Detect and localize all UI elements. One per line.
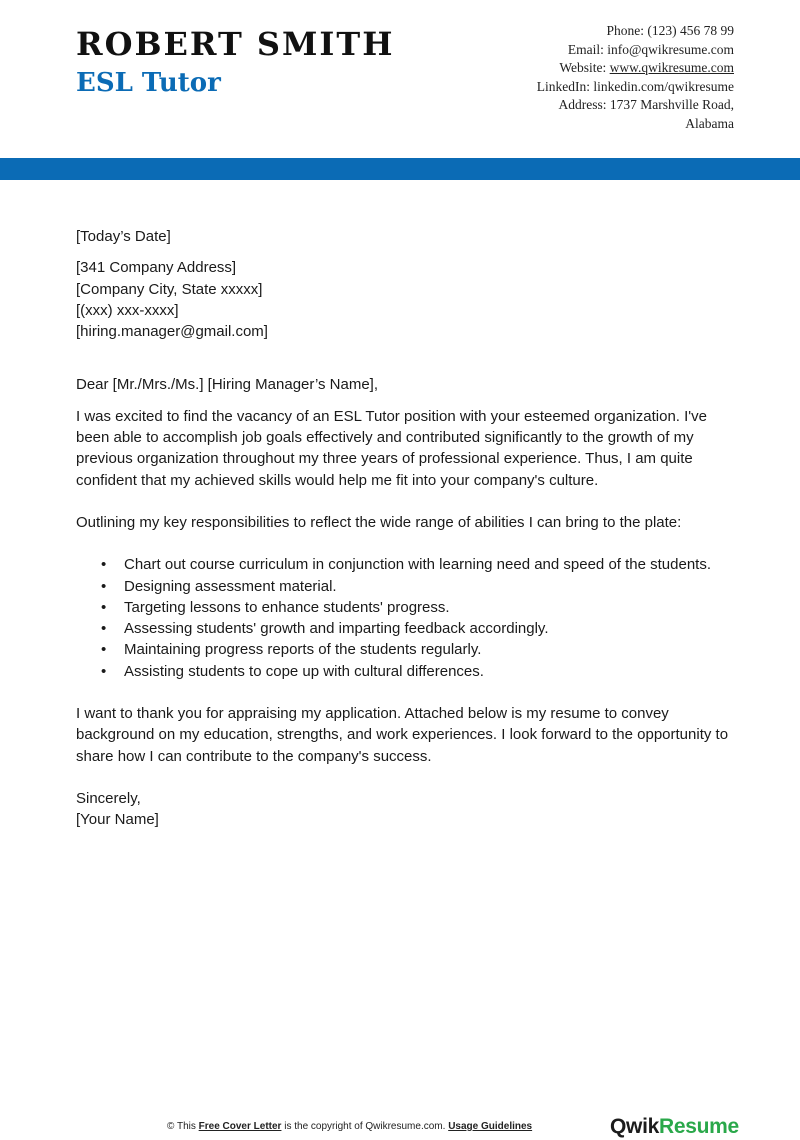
list-item: • Designing assessment material.	[124, 576, 736, 597]
free-cover-letter-link[interactable]: Free Cover Letter	[198, 1121, 282, 1132]
logo-part-qwik: Qwik	[610, 1115, 659, 1138]
recipient-city-state: [Company City, State xxxxx]	[76, 280, 263, 298]
contact-email: Email: info@qwikresume.com	[567, 41, 734, 57]
contact-block	[434, 22, 734, 133]
footer-middle: is the copyright of Qwikresume.com.	[281, 1121, 449, 1132]
usage-guidelines-link[interactable]: Usage Guidelines	[448, 1121, 533, 1132]
footer-copyright	[167, 1121, 532, 1133]
responsibilities-list	[76, 554, 736, 682]
contact-address-line1: Address: 1737 Marshville Road,	[558, 97, 734, 112]
footer-prefix: © This	[167, 1121, 199, 1132]
contact-website-label: Website:	[559, 60, 610, 75]
list-item: • Maintaining progress reports of the students regularly.	[124, 639, 736, 660]
paragraph-intro: I was excited to find the vacancy of an ESL Tutor position with your esteemed organization. I've been able to accomplish job goals effectively and contributed significantly to the growth of my previous organization throughout my three years of professional experience. Thus, I am quite confident that my achieved skills would help me fit into your company's culture.	[76, 407, 707, 489]
salutation: Dear [Mr./Mrs./Ms.] [Hiring Manager’s Name],	[76, 376, 379, 394]
letter-body	[76, 226, 736, 831]
paragraph-closing: I want to thank you for appraising my application. Attached below is my resume to convey background on my education, strengths, and work experiences. I look forward to the opportunity to share how I can contribute to the company's success.	[76, 705, 729, 765]
recipient-block	[76, 257, 736, 342]
logo-part-resume: Resume	[658, 1115, 739, 1138]
recipient-phone: [(xxx) xxx-xxxx]	[76, 301, 179, 319]
candidate-name: ROBERT SMITH	[76, 25, 395, 63]
recipient-address: [341 Company Address]	[76, 259, 237, 277]
contact-phone: Phone: (123) 456 78 99	[606, 23, 734, 38]
contact-linkedin: LinkedIn: linkedin.com/qwikresume	[536, 78, 734, 94]
recipient-email: [hiring.manager@gmail.com]	[76, 323, 268, 341]
paragraph-responsibilities-intro: Outlining my key responsibilities to reflect the wide range of abilities I can bring to the plate:	[76, 513, 682, 531]
contact-address-line2: Alabama	[685, 115, 734, 131]
signature-name: [Your Name]	[76, 811, 159, 829]
header-accent-band	[0, 158, 800, 180]
list-item: • Chart out course curriculum in conjunction with learning need and speed of the students.	[124, 554, 736, 575]
list-item: • Assessing students' growth and imparting feedback accordingly.	[124, 618, 736, 639]
closing: Sincerely,	[76, 789, 141, 807]
contact-website	[434, 59, 734, 78]
list-item: • Assisting students to cope up with cultural differences.	[124, 661, 736, 682]
job-title: ESL Tutor	[76, 68, 221, 98]
qwikresume-logo	[610, 1114, 739, 1140]
website-link[interactable]: www.qwikresume.com	[609, 60, 734, 75]
list-item: • Targeting lessons to enhance students' progress.	[124, 597, 736, 618]
letter-date: [Today’s Date]	[76, 228, 171, 245]
